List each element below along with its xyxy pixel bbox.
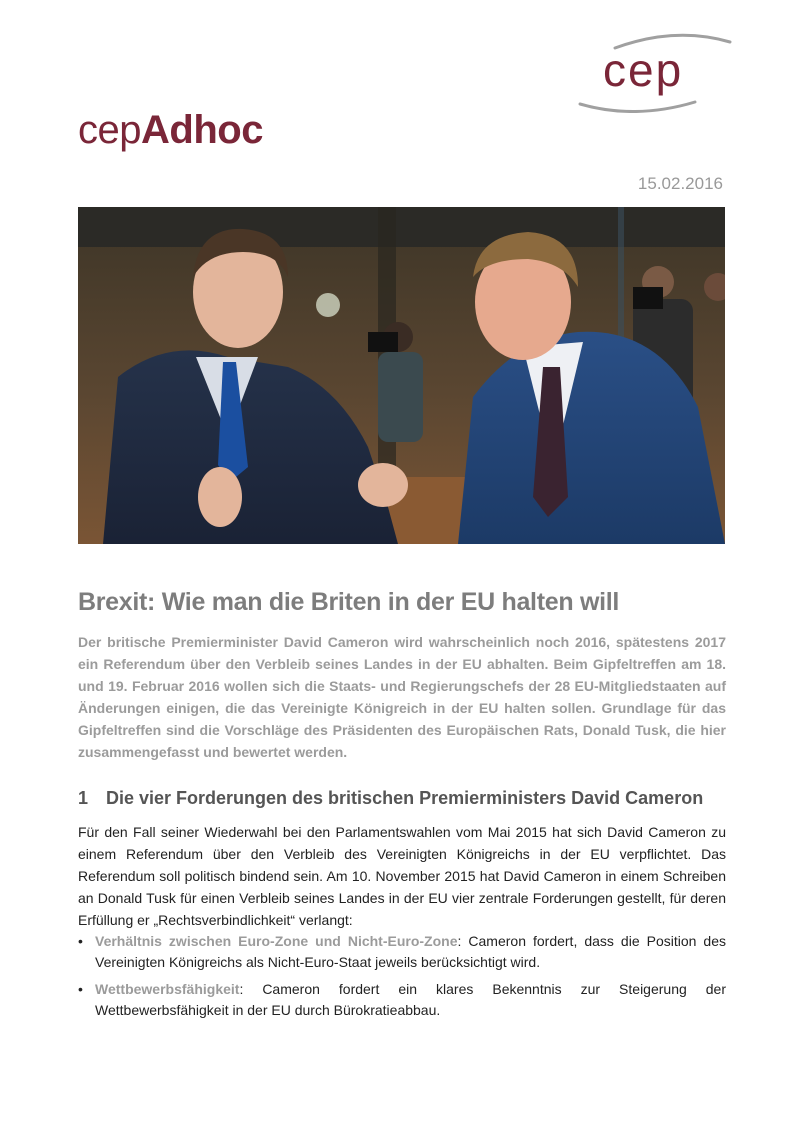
section-title: Die vier Forderungen des britischen Premierministers David Cameron <box>106 788 704 808</box>
bullet-term: Wettbewerbsfähigkeit <box>95 981 240 997</box>
bullet-term: Verhältnis zwischen Euro-Zone und Nicht-Euro-Zone <box>95 933 458 949</box>
bullet-icon: • <box>78 933 83 949</box>
publication-title <box>78 110 263 150</box>
cep-logo <box>575 28 735 113</box>
publication-date: 15.02.2016 <box>637 174 723 193</box>
bullet-text: : Cameron fordert, dass die Position des Vereinigten Königreichs als Nicht-Euro-Staat jeweils berücksichtigt wird. <box>95 933 726 970</box>
list-item <box>78 979 726 1021</box>
section-heading <box>78 788 738 809</box>
body-paragraph: Für den Fall seiner Wiederwahl bei den Parlamentswahlen vom Mai 2015 hat sich David Cameron zu einem Referendum über den Verbleib des Vereinigten Königreichs in der EU verpflichtet. Das Referendum soll politisch bindend sein. Am 10. November 2015 hat David Cameron in einem Schreiben an Donald Tusk für einen Verbleib seines Landes in der EU vier zentrale Forderungen gestellt, für deren Erfüllung er „Rechtsverbindlichkeit“ verlangt: <box>78 824 726 928</box>
list-item <box>78 931 726 973</box>
cover-photo <box>78 207 725 544</box>
logo-text: cep <box>603 44 684 96</box>
article-headline: Brexit: Wie man die Briten in der EU halten will <box>78 588 620 616</box>
brand-light: cep <box>78 108 141 152</box>
demands-list <box>78 931 726 1027</box>
brand-bold: Adhoc <box>141 108 263 152</box>
bullet-text: : Cameron fordert ein klares Bekenntnis zur Steigerung der Wettbewerbsfähigkeit in der EU durch Bürokratieabbau. <box>95 981 726 1018</box>
article-lead: Der britische Premierminister David Cameron wird wahrscheinlich noch 2016, spätestens 2017 ein Referendum über den Verbleib seines Landes in der EU abhalten. Beim Gipfeltreffen am 18. und 19. Februar 2016 wollen sich die Staats- und Regierungschefs der 28 EU-Mitgliedstaaten auf Änderungen einigen, die das Vereinigte Königreich in der EU halten sollen. Grundlage für das Gipfeltreffen sind die Vorschläge des Präsidenten des Europäischen Rats, Donald Tusk, die hier zusammengefasst und bewertet werden. <box>78 634 726 760</box>
section-number: 1 <box>78 788 89 808</box>
bullet-icon: • <box>78 981 83 997</box>
